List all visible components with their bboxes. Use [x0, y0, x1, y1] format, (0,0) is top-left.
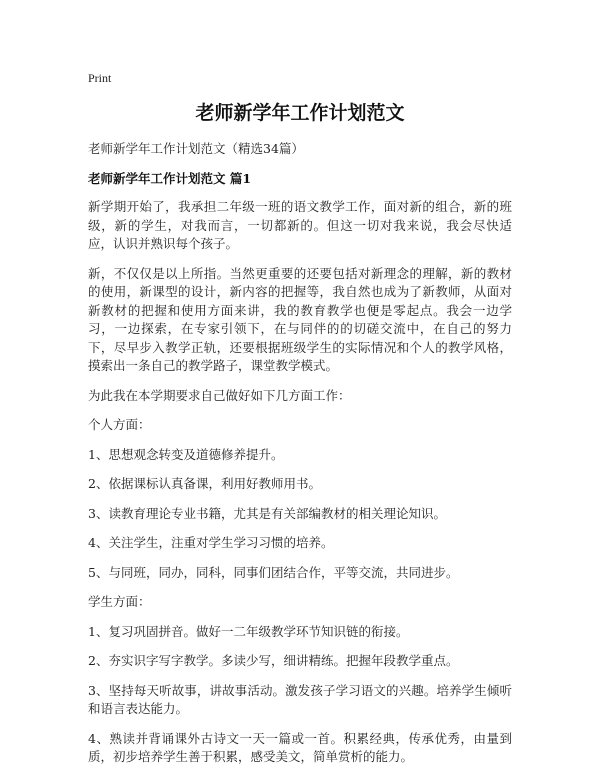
section-heading: 老师新学年工作计划范文 篇1: [88, 171, 252, 186]
list-item-student-1: 1、复习巩固拼音。做好一二年级教学环节知识链的衔接。: [88, 623, 409, 639]
list-item-personal-1: 1、思想观念转变及道德修养提升。: [88, 446, 284, 462]
paragraph-personal-heading: 个人方面：: [88, 417, 151, 432]
list-item-personal-2: 2、依据课标认真备课，利用好教师用书。: [88, 476, 321, 491]
list-item-student-4: 4、熟读并背诵课外古诗文一天一篇或一首。积累经典，传承优秀，由量到质，初步培养学生善于积累，感受美文，简单赏析的能力。: [88, 730, 512, 764]
paragraph-new-concepts: 新，不仅仅是以上所指。当然更重要的还要包括对新理念的理解，新的教材的使用，新课型的设计，新内容的把握等，我自然也成为了新教师，从面对新教材的把握和使用方面来讲，我的教育教学也便是零起点。我会一边学习，一边探索，在专家引领下，在与同伴的的切磋交流中，在自己的努力下，尽早步入教学正轨，还要根据班级学生的实际情况和个人的教学风格，摸索出一条自己的教学路子，课堂教学模式。: [88, 265, 512, 373]
list-item-personal-3: 3、读教育理论专业书籍，尤其是有关部编教材的相关理论知识。: [88, 505, 446, 521]
paragraph-student-heading: 学生方面：: [88, 594, 151, 609]
list-item-personal-4: 4、关注学生，注重对学生学习习惯的培养。: [88, 535, 334, 550]
list-item-personal-5: 5、与同班，同办，同科，同事们团结合作，平等交流，共同进步。: [88, 564, 459, 580]
list-item-student-3: 3、坚持每天听故事，讲故事活动。激发孩子学习语文的兴趣。培养学生倾听和语言表达能力。: [88, 682, 512, 716]
paragraph-intro: 新学期开始了，我承担二年级一班的语文教学工作，面对新的组合，新的班级，新的学生，对我而言，一切都新的。但这一切对我来说，我会尽快适应，认识并熟识每个孩子。: [88, 199, 512, 251]
paragraph-work-plan: 为此我在本学期要求自己做好如下几方面工作：: [88, 387, 351, 403]
document-subtitle: 老师新学年工作计划范文（精选34篇）: [88, 141, 304, 156]
page-title: 老师新学年工作计划范文: [195, 102, 405, 124]
list-item-student-2: 2、夯实识字写字教学。多读少写，细讲精练。把握年段教学重点。: [88, 653, 459, 668]
print-link[interactable]: Print: [88, 71, 112, 85]
